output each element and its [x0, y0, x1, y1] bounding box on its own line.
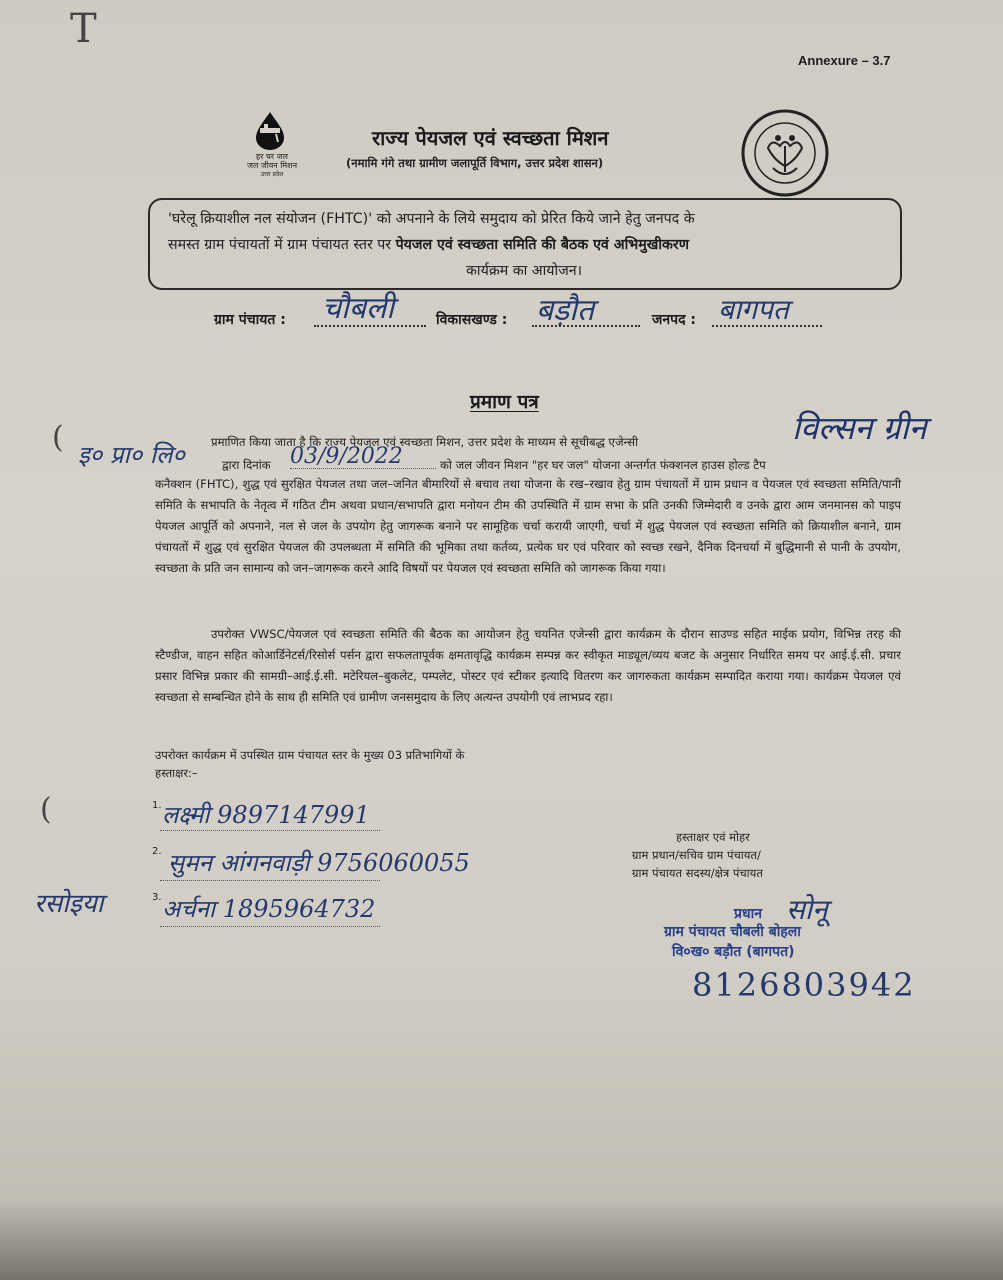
- document-title: राज्य पेयजल एवं स्वच्छता मिशन: [372, 126, 609, 150]
- logo-text-1: हर घर जल: [256, 152, 288, 161]
- subject-line-2-plain: समस्त ग्राम पंचायतों में ग्राम पंचायत स्तर पर: [168, 237, 396, 253]
- signature-sonu: सोनू: [786, 893, 828, 926]
- stamp-block-district: वि०ख० बड़ौत (बागपत): [672, 944, 795, 960]
- annexure-label: Annexure – 3.7: [798, 53, 891, 68]
- signatories-intro-line1: उपरोक्त कार्यक्रम में उपस्थित ग्राम पंचायत स्तर के मुख्य 03 प्रतिभागियों के: [155, 748, 465, 762]
- agency-suffix-handwritten: इ० प्रा० लि०: [78, 441, 185, 469]
- signatories-intro-line2: हस्ताक्षर:–: [155, 766, 198, 780]
- signatory-number-3: 3.: [152, 892, 162, 903]
- subject-line-1: 'घरेलू क्रियाशील नल संयोजन (FHTC)' को अपनाने के लिये समुदाय को प्रेरित किये जाने हेतु जनपद के: [168, 211, 695, 227]
- pen-mark-left: (: [52, 420, 64, 455]
- signatories-intro: [155, 746, 585, 782]
- up-government-emblem: [740, 108, 830, 198]
- subject-text: [168, 206, 880, 284]
- janpad-value: बागपत: [718, 293, 789, 326]
- vikaskhand-label: विकासखण्ड :: [436, 312, 508, 328]
- logo-text-3: उत्तर प्रदेश: [260, 171, 284, 178]
- signatory-number-1: 1.: [152, 800, 162, 811]
- signature-2: सुमन आंगनवाड़ी 9756060055: [168, 849, 470, 877]
- stamp-gram-panchayat: ग्राम पंचायत चौबली बोहला: [664, 924, 801, 940]
- signature-line-3: [160, 926, 380, 927]
- janpad-label: जनपद :: [652, 312, 697, 328]
- gram-panchayat-label: ग्राम पंचायत :: [214, 312, 286, 328]
- sign-role-line-1: ग्राम प्रधान/सचिव ग्राम पंचायत/: [632, 848, 761, 862]
- vikaskhand-value: बड़ौत: [536, 293, 595, 328]
- har-ghar-jal-logo: [232, 110, 312, 180]
- certificate-paragraph-1: [155, 432, 901, 453]
- subject-line-2-bold: पेयजल एवं स्वच्छता समिति की बैठक एवं अभिमुखीकरण: [395, 237, 689, 253]
- page-shadow: [0, 1200, 1003, 1280]
- signature-1: लक्ष्मी 9897147991: [162, 801, 370, 829]
- subject-line-3: कार्यक्रम का आयोजन।: [466, 263, 582, 279]
- para1-lead: प्रमाणित किया जाता है कि राज्य पेयजल एवं स्वच्छता मिशन, उत्तर प्रदेश के माध्यम से सूचीबद्ध एजेन्सी: [211, 435, 639, 449]
- stamp-pradhan: प्रधान: [734, 906, 762, 922]
- certificate-heading: प्रमाण पत्र: [470, 391, 539, 413]
- signatory-number-2: 2.: [152, 846, 162, 857]
- certificate-paragraph-2: [155, 624, 901, 708]
- date-handwritten: 03/9/2022: [290, 444, 403, 469]
- sign-and-seal-label: हस्ताक्षर एवं मोहर: [676, 830, 750, 844]
- gram-panchayat-value: चौबली: [322, 291, 395, 326]
- water-drop-icon: [240, 110, 300, 152]
- para2-text: उपरोक्त VWSC/पेयजल एवं स्वच्छता समिति की बैठक का आयोजन हेतु चयनित एजेन्सी द्वारा कार्यक्रम के दौरान साउण्ड सहित माईक प्रयोग, विभिन्न तरह की स्टैण्डीज, वाहन सहित कोआर्डिनेटर्स/रिसोर्स पर्सन द्वारा सफलतापूर्वक क्षमतावृद्धि कार्यक्रम सम्पन्न कर स्वीकृत माड्यूल/व्यय बजट के अनुसार निर्धारित समय पर आई.ई.सी. प्रचार प्रसार विभिन्न प्रकार की सामग्री–आई.ई.सी. मटेरियल–बुकलेट, पम्पलेट, पोस्टर एवं स्टीकर इत्यादि वितरण कर जागरुकता कार्यक्रम सम्पादित कराया गया। कार्यक्रम पेयजल एवं स्वच्छता से सम्बन्धित होने के साथ ही समिति एवं ग्रामीण जनसमुदाय के लिए अत्यन्त उपयोगी एवं लाभप्रद रहा।: [155, 627, 901, 704]
- para1-date-label: द्वारा दिनांक: [222, 458, 271, 472]
- pen-mark-left-2: (: [40, 792, 52, 827]
- signature-line-2: [160, 880, 380, 881]
- emblem-icon: [740, 108, 830, 198]
- sign-role-line-2: ग्राम पंचायत सदस्य/क्षेत्र पंचायत: [632, 866, 763, 880]
- signature-3: अर्चना 1895964732: [162, 895, 376, 923]
- document-subtitle: (नमामि गंगे तथा ग्रामीण जलापूर्ति विभाग, उत्तर प्रदेश शासन): [346, 156, 604, 170]
- signature-line-1: [160, 830, 380, 831]
- phone-handwritten: 8126803942: [692, 966, 916, 1004]
- logo-text-2: जल जीवन मिशन: [246, 161, 298, 170]
- pen-mark-top: T: [70, 6, 97, 52]
- para1-line2: को जल जीवन मिशन "हर घर जल" योजना अन्तर्गत फंक्शनल हाउस होल्ड टैप: [440, 458, 766, 472]
- agency-name-handwritten: विल्सन ग्रीन: [792, 409, 927, 447]
- para1-rest: कनैक्शन (FHTC), शुद्ध एवं सुरक्षित पेयजल तथा जल–जनित बीमारियों से बचाव तथा योजना के रख–रखाव हेतु ग्राम पंचायतों में ग्राम प्रधान व पेयजल एवं स्वच्छता समिति/पानी समिति के सभापति के नेतृत्व में गठित टीम अथवा प्रधान/सभापति द्वारा मनोयन टीम की उपस्थिति में ग्राम सभा के प्रति उनकी जिम्मेदारी व उनके द्वारा आम जनमानस को पाइप पेयजल आपूर्ति को अपनाने, नल से जल के उपयोग हेतु जागरूक बनाने पर सामूहिक चर्चा करायी जाएगी, चर्चा में शुद्ध पेयजल एवं स्वच्छता समिति को क्रियाशील बनाने, ग्राम पंचायतों में शुद्ध एवं सुरक्षित पेयजल की उपलब्धता में समिति की भूमिका तथा कर्तव्य, प्रत्येक घर एवं परिवार को स्वच्छ रखने, दैनिक दिनचर्या में बुद्धिमानी से पानी के उपयोग, स्वच्छता के प्रति जन सामान्य को जन–जागरूक करने आदि विषयों पर पेयजल एवं स्वच्छता समिति को जागरूक किया गया।: [155, 477, 901, 575]
- signature-3-prefix: रसोइया: [34, 889, 104, 919]
